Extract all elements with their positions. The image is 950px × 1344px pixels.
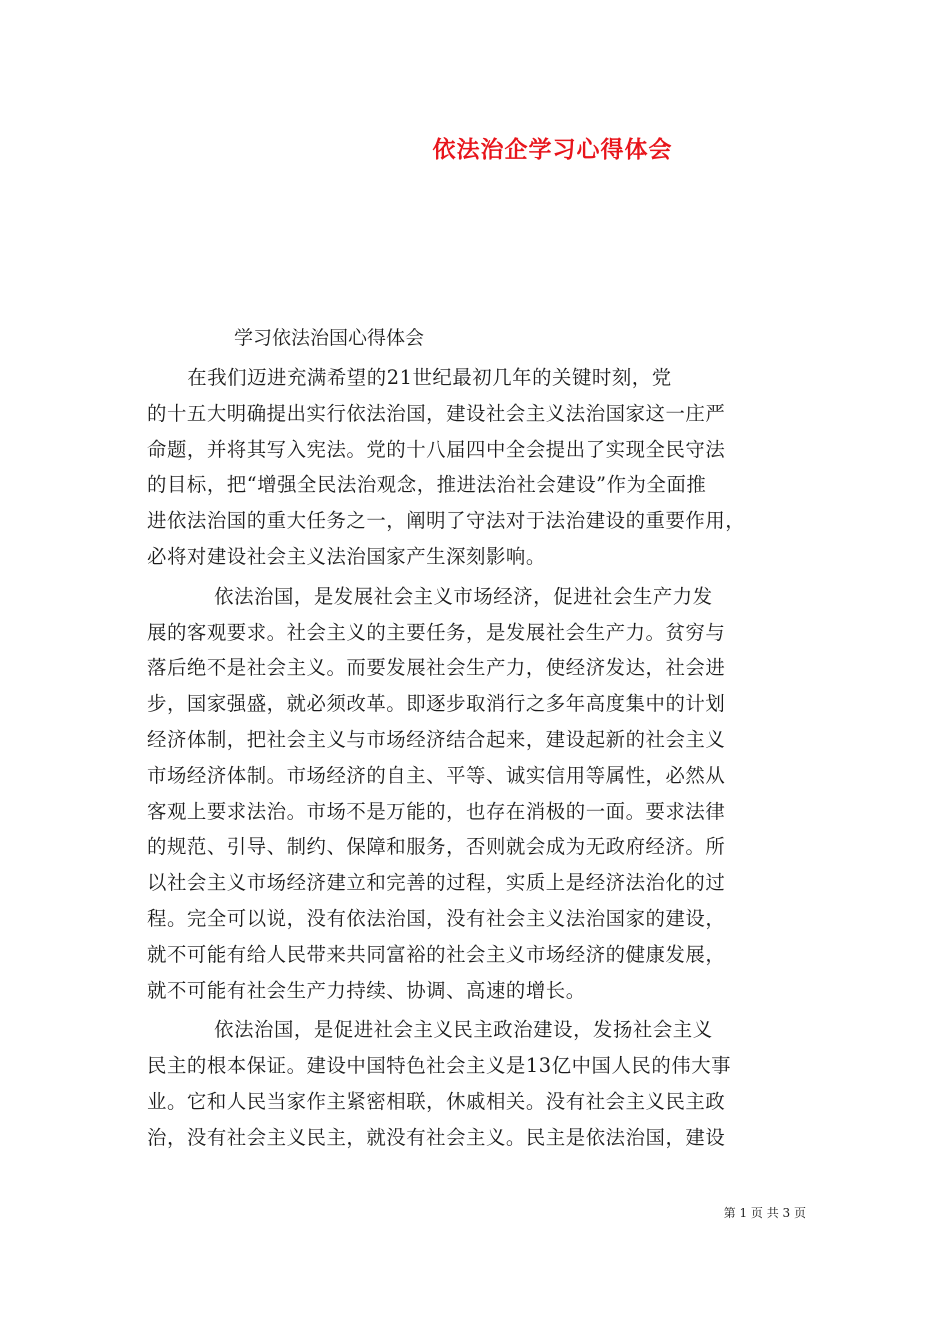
text-line: 在我们迈进充满希望的21世纪最初几年的关键时刻，党 [147,366,672,389]
text-line: 市场经济体制。市场经济的自主、平等、诚实信用等属性，必然从 [147,763,726,787]
paragraph-1 [147,360,807,575]
text-line: 民主的根本保证。建设中国特色社会主义是13亿中国人民的伟大事 [147,1054,732,1078]
text-line: 的十五大明确提出实行依法治国，建设社会主义法治国家这一庄严 [147,401,726,425]
text-line: 业。它和人民当家作主紧密相联，休戚相关。没有社会主义民主政 [147,1089,726,1113]
text-line: 的规范、引导、制约、保障和服务，否则就会成为无政府经济。所 [147,835,726,859]
text-line: 依法治国，是促进社会主义民主政治建设，发扬社会主义 [147,1018,713,1042]
text-line: 的目标，把“增强全民法治观念，推进法治社会建设”作为全面推 [147,473,707,497]
text-line: 必将对建设社会主义法治国家产生深刻影响。 [147,544,546,568]
text-line: 治，没有社会主义民主，就没有社会主义。民主是依法治国，建设 [147,1125,726,1149]
text-line: 客观上要求法治。市场不是万能的，也存在消极的一面。要求法律 [147,799,726,823]
page-number-footer: 第 1 页 共 3 页 [723,1206,806,1220]
document-subheading: 学习依法治国心得体会 [234,327,425,349]
text-line: 以社会主义市场经济建立和完善的过程，实质上是经济法治化的过 [147,871,726,895]
text-line: 进依法治国的重大任务之一，阐明了守法对于法治建设的重要作用， [147,509,746,533]
text-line: 步，国家强盛，就必须改革。即逐步取消行之多年高度集中的计划 [147,692,726,716]
document-title: 依法治企学习心得体会 [432,136,673,163]
text-line: 程。完全可以说，没有依法治国，没有社会主义法治国家的建设， [147,906,726,930]
text-line: 命题，并将其写入宪法。党的十八届四中全会提出了实现全民守法 [147,437,726,461]
paragraph-3 [147,1012,807,1155]
paragraph-2 [147,579,807,1009]
text-line: 展的客观要求。社会主义的主要任务，是发展社会生产力。贫穷与 [147,620,726,644]
text-line: 落后绝不是社会主义。而要发展社会生产力，使经济发达，社会进 [147,656,726,680]
text-line: 就不可能有给人民带来共同富裕的社会主义市场经济的健康发展， [147,942,726,966]
text-line: 就不可能有社会生产力持续、协调、高速的增长。 [147,978,586,1002]
text-line: 依法治国，是发展社会主义市场经济，促进社会生产力发 [147,584,713,608]
text-line: 经济体制，把社会主义与市场经济结合起来，建设起新的社会主义 [147,727,726,751]
document-body [147,360,807,1156]
